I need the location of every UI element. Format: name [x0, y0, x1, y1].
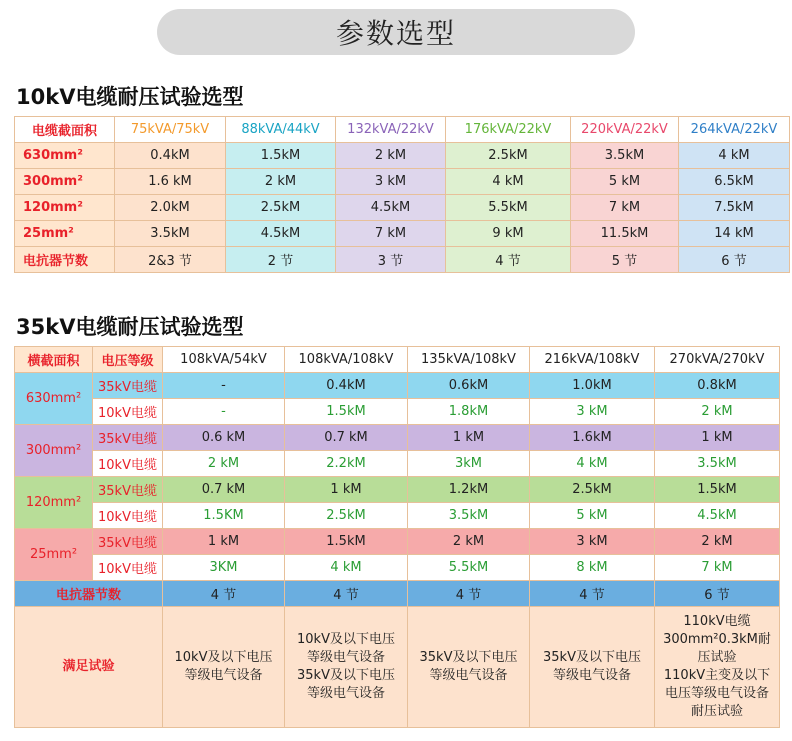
cell: 1 kM	[655, 425, 780, 451]
tests-line: 10kV及以下电压	[174, 650, 273, 665]
voltage-label: 35kV电缆	[93, 425, 163, 451]
cell: 2.5kM	[285, 503, 408, 529]
voltage-label: 35kV电缆	[93, 477, 163, 503]
section2-title: 35kV电缆耐压试验选型	[16, 315, 244, 339]
cell: 3kM	[408, 451, 530, 477]
tests-line: 35kV及以下电压	[419, 650, 518, 665]
page-title: 参数选型	[157, 9, 635, 55]
tests-line: 35kV及以下电压	[543, 650, 641, 665]
cell: 2 kM	[655, 399, 780, 425]
cell: 8 kM	[530, 555, 655, 581]
table-row	[15, 247, 790, 273]
cell: 0.4kM	[115, 143, 226, 169]
section1-title: 10kV电缆耐压试验选型	[16, 85, 244, 109]
cell: 1 kM	[408, 425, 530, 451]
cell: 7 kM	[655, 555, 780, 581]
tests-row	[15, 607, 780, 728]
cell: 1.0kM	[530, 373, 655, 399]
cell: 3 节	[336, 247, 446, 273]
table-row	[15, 529, 780, 555]
table-row	[15, 221, 790, 247]
tests-line: 等级电气设备	[184, 668, 263, 683]
voltage-label: 35kV电缆	[93, 529, 163, 555]
table-row	[15, 425, 780, 451]
tests-line: 300mm²0.3kM耐	[663, 632, 771, 647]
table-row	[15, 195, 790, 221]
table-row	[15, 451, 780, 477]
table-header-row	[15, 117, 790, 143]
cell: 1.5kM	[655, 477, 780, 503]
table-row	[15, 555, 780, 581]
cell: 4 kM	[285, 555, 408, 581]
voltage-label: 10kV电缆	[93, 451, 163, 477]
cell: 6 节	[655, 581, 780, 607]
cell: 4.5kM	[336, 195, 446, 221]
cell: 6.5kM	[679, 169, 790, 195]
tests-cell	[408, 607, 530, 728]
section-label: 25mm²	[15, 529, 93, 581]
cell: 7 kM	[336, 221, 446, 247]
col-header: 270kVA/270kV	[655, 347, 780, 373]
tests-cell	[655, 607, 780, 728]
col-header: 176kVA/22kV	[446, 117, 571, 143]
cell: 4 节	[446, 247, 571, 273]
row-label: 25mm²	[15, 221, 115, 247]
cell: 3.5kM	[115, 221, 226, 247]
cell: 1 kM	[285, 477, 408, 503]
tests-line: 10kV及以下电压	[297, 632, 395, 647]
tests-line: 耐压试验	[690, 704, 743, 719]
row-label: 300mm²	[15, 169, 115, 195]
cell: 6 节	[679, 247, 790, 273]
cell: 1 kM	[163, 529, 285, 555]
table-row	[15, 399, 780, 425]
cell: 4 节	[285, 581, 408, 607]
cell: 1.5KM	[163, 503, 285, 529]
tests-label: 满足试验	[15, 607, 163, 728]
corner-cell: 横截面积	[15, 347, 93, 373]
cell: 2 kM	[655, 529, 780, 555]
tests-cell	[285, 607, 408, 728]
cell: 4 节	[530, 581, 655, 607]
row-label: 电抗器节数	[15, 247, 115, 273]
table-row	[15, 143, 790, 169]
cell: 3.5kM	[408, 503, 530, 529]
cell: 4 kM	[530, 451, 655, 477]
corner-cell: 电压等级	[93, 347, 163, 373]
row-label: 630mm²	[15, 143, 115, 169]
tests-line: 等级电气设备	[306, 650, 385, 665]
cell: 2.5kM	[446, 143, 571, 169]
cell: 1.8kM	[408, 399, 530, 425]
cell: 11.5kM	[571, 221, 679, 247]
tests-line: 110kV电缆	[683, 614, 751, 629]
cell: 0.4kM	[285, 373, 408, 399]
col-header: 75kVA/75kV	[115, 117, 226, 143]
cell: 3 kM	[530, 399, 655, 425]
col-header: 108kVA/108kV	[285, 347, 408, 373]
col-header: 132kVA/22kV	[336, 117, 446, 143]
cell: 2.0kM	[115, 195, 226, 221]
voltage-label: 10kV电缆	[93, 399, 163, 425]
col-header: 108kVA/54kV	[163, 347, 285, 373]
tests-cell	[163, 607, 285, 728]
cell: 4 节	[163, 581, 285, 607]
cell: 2 kM	[226, 169, 336, 195]
cell: 1.6kM	[530, 425, 655, 451]
col-header: 220kVA/22kV	[571, 117, 679, 143]
cell: 4.5kM	[226, 221, 336, 247]
cell: 2 节	[226, 247, 336, 273]
cell: 5.5kM	[446, 195, 571, 221]
cell: 3KM	[163, 555, 285, 581]
cell: 3.5kM	[571, 143, 679, 169]
tests-cell	[530, 607, 655, 728]
cell: 2.5kM	[530, 477, 655, 503]
cell: 4 节	[408, 581, 530, 607]
tests-line: 压试验	[697, 650, 737, 665]
tests-line: 等级电气设备	[306, 686, 385, 701]
section-label: 120mm²	[15, 477, 93, 529]
cell: 1.2kM	[408, 477, 530, 503]
col-header: 216kVA/108kV	[530, 347, 655, 373]
cell: 2 kM	[336, 143, 446, 169]
table-row	[15, 477, 780, 503]
tests-line: 等级电气设备	[429, 668, 508, 683]
voltage-label: 10kV电缆	[93, 555, 163, 581]
col-header: 88kVA/44kV	[226, 117, 336, 143]
corner-cell: 电缆截面积	[15, 117, 115, 143]
cell: 1.5kM	[285, 529, 408, 555]
table-row	[15, 503, 780, 529]
reactor-label: 电抗器节数	[15, 581, 163, 607]
cell: 5 kM	[571, 169, 679, 195]
cell: 0.6 kM	[163, 425, 285, 451]
cell: 2 kM	[408, 529, 530, 555]
cell: 3 kM	[530, 529, 655, 555]
cell: 5 节	[571, 247, 679, 273]
cell: 1.6 kM	[115, 169, 226, 195]
table-10kv	[14, 116, 790, 273]
cell: 3 kM	[336, 169, 446, 195]
section-label: 300mm²	[15, 425, 93, 477]
cell: 14 kM	[679, 221, 790, 247]
cell: 1.5kM	[226, 143, 336, 169]
cell: 1.5kM	[285, 399, 408, 425]
cell: 2.5kM	[226, 195, 336, 221]
cell: 7.5kM	[679, 195, 790, 221]
cell: 0.7 kM	[163, 477, 285, 503]
cell: 5.5kM	[408, 555, 530, 581]
table-header-row	[15, 347, 780, 373]
cell: 4 kM	[679, 143, 790, 169]
row-label: 120mm²	[15, 195, 115, 221]
cell: 0.8kM	[655, 373, 780, 399]
table-35kv	[14, 346, 780, 728]
cell: 0.6kM	[408, 373, 530, 399]
cell: 2 kM	[163, 451, 285, 477]
cell: 3.5kM	[655, 451, 780, 477]
tests-line: 110kV主变及以下	[663, 668, 771, 683]
tests-line: 电压等级电气设备	[664, 686, 769, 701]
cell: 4.5kM	[655, 503, 780, 529]
cell: 4 kM	[446, 169, 571, 195]
tests-line: 等级电气设备	[552, 668, 631, 683]
cell: -	[163, 399, 285, 425]
voltage-label: 10kV电缆	[93, 503, 163, 529]
voltage-label: 35kV电缆	[93, 373, 163, 399]
cell: 7 kM	[571, 195, 679, 221]
col-header: 135kVA/108kV	[408, 347, 530, 373]
cell: 9 kM	[446, 221, 571, 247]
table-row	[15, 169, 790, 195]
reactor-row	[15, 581, 780, 607]
cell: 2.2kM	[285, 451, 408, 477]
tests-line: 35kV及以下电压	[297, 668, 395, 683]
cell: 0.7 kM	[285, 425, 408, 451]
table-row	[15, 373, 780, 399]
cell: -	[163, 373, 285, 399]
col-header: 264kVA/22kV	[679, 117, 790, 143]
cell: 5 kM	[530, 503, 655, 529]
section-label: 630mm²	[15, 373, 93, 425]
cell: 2&3 节	[115, 247, 226, 273]
